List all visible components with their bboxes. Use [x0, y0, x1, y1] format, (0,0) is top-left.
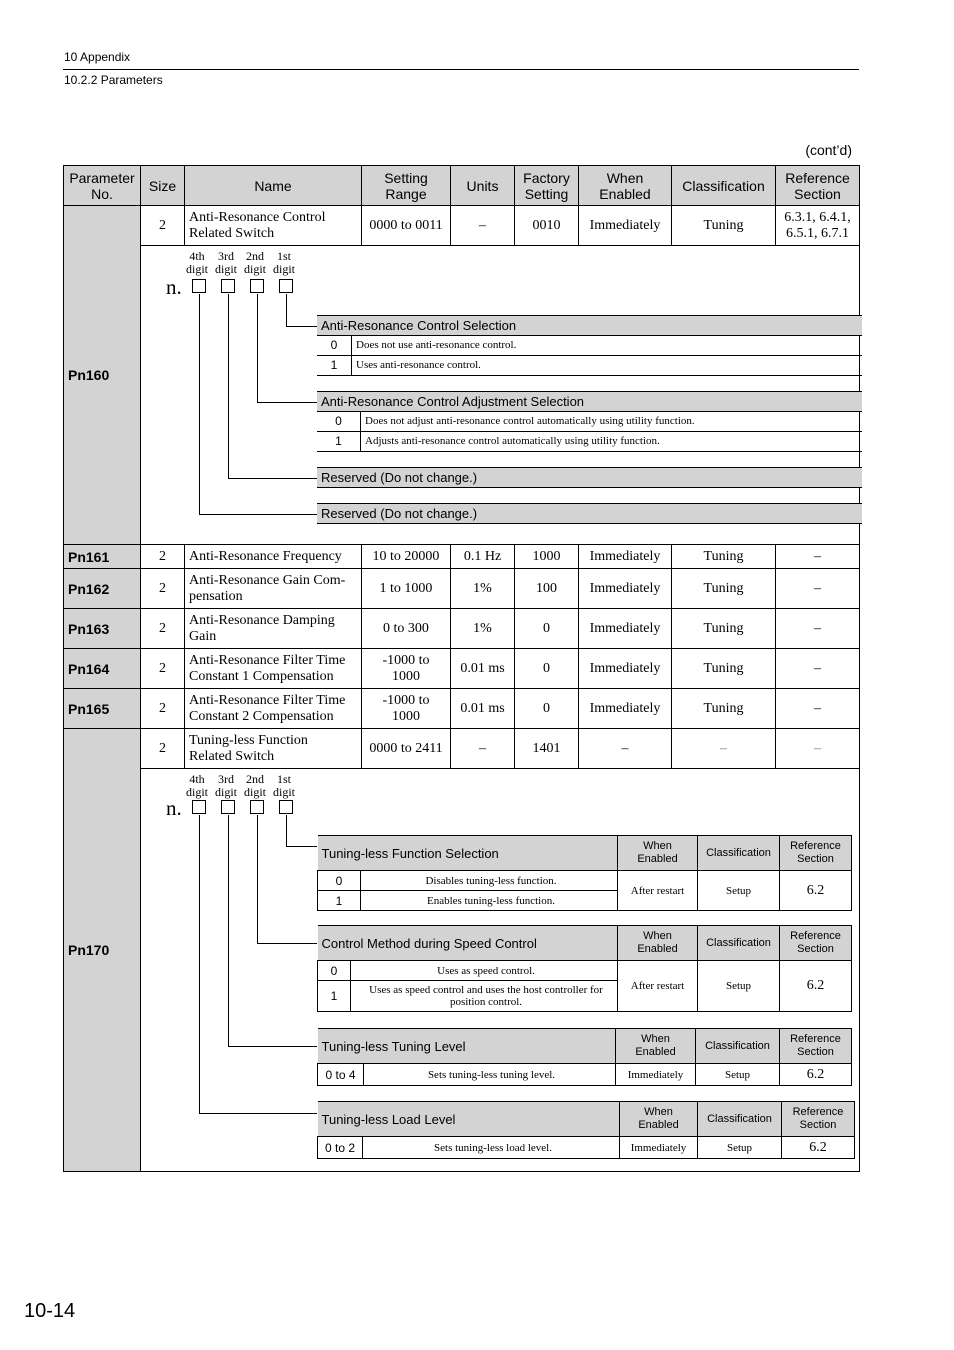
col-when-enabled: When Enabled	[579, 166, 672, 206]
option-row: 0 Disables tuning-less function. After restart Setup 6.2	[318, 871, 852, 891]
group-when: Immediately	[620, 1137, 698, 1159]
param-classification: Tuning	[672, 649, 776, 689]
digit-box-4th	[192, 279, 206, 293]
digit-box-1st	[279, 800, 293, 814]
param-name: Anti-Resonance Control Related Switch	[185, 206, 362, 246]
group-title: Tuning-less Tuning Level	[318, 1029, 616, 1064]
digit-box-2nd	[250, 800, 264, 814]
param-factory: 0	[515, 649, 579, 689]
param-range: -1000 to 1000	[362, 649, 451, 689]
table-row	[64, 545, 860, 569]
param-classification: –	[672, 729, 776, 769]
col-reference-section: Reference Section	[776, 166, 860, 206]
group-class: Setup	[698, 961, 780, 1012]
param-size: 2	[141, 729, 185, 769]
param-units: 1%	[451, 569, 515, 609]
param-when-enabled: Immediately	[579, 206, 672, 246]
sub-header-when: When Enabled	[616, 1029, 696, 1064]
param-when-enabled: Immediately	[579, 569, 672, 609]
param-when-enabled: –	[579, 729, 672, 769]
col-factory-setting: Factory Setting	[515, 166, 579, 206]
option-row: 0 to 2 Sets tuning-less load level. Immediately Setup 6.2	[318, 1137, 855, 1159]
digit-label-4th: 4th digit	[185, 772, 208, 799]
continued-label: (cont’d)	[805, 142, 852, 158]
option-row: 1 Adjusts anti-resonance control automatically using utility function.	[317, 432, 862, 452]
param-classification: Tuning	[672, 689, 776, 729]
param-reference: 6.3.1, 6.4.1, 6.5.1, 6.7.1	[776, 206, 860, 246]
param-units: 0.01 ms	[451, 689, 515, 729]
param-number: Pn160	[64, 206, 141, 545]
param-number: Pn162	[64, 569, 141, 609]
param-number: Pn163	[64, 609, 141, 649]
digit-label-1st: 1st digit	[272, 772, 295, 799]
param-range: -1000 to 1000	[362, 689, 451, 729]
param-factory: 0	[515, 609, 579, 649]
pn160-detail-row	[64, 246, 860, 545]
param-reference: –	[776, 729, 860, 769]
header-chapter: 10 Appendix	[64, 50, 131, 64]
param-name: Anti-Resonance Damping Gain	[185, 609, 362, 649]
param-range: 1 to 1000	[362, 569, 451, 609]
group-title: Reserved (Do not change.)	[317, 503, 862, 524]
group-title: Control Method during Speed Control	[318, 926, 618, 961]
group-when: After restart	[618, 961, 698, 1012]
n-prefix: n.	[166, 796, 182, 820]
sub-header-ref: Reference Section	[780, 836, 852, 871]
param-classification: Tuning	[672, 609, 776, 649]
sub-header-ref: Reference Section	[780, 926, 852, 961]
table-row	[64, 689, 860, 729]
header-section: 10.2.2 Parameters	[64, 73, 163, 87]
digit-box-3rd	[221, 800, 235, 814]
digit-box-1st	[279, 279, 293, 293]
param-reference: –	[776, 545, 860, 569]
param-factory: 0	[515, 689, 579, 729]
group-class: Setup	[698, 871, 780, 911]
col-name: Name	[185, 166, 362, 206]
group-title: Tuning-less Function Selection	[318, 836, 618, 871]
param-size: 2	[141, 545, 185, 569]
group-class: Setup	[696, 1064, 780, 1086]
param-reference: –	[776, 569, 860, 609]
digit-box-4th	[192, 800, 206, 814]
group-title: Anti-Resonance Control Adjustment Selection	[317, 391, 862, 412]
group-ref: 6.2	[780, 961, 852, 1012]
group-ref: 6.2	[782, 1137, 855, 1159]
param-units: –	[451, 729, 515, 769]
digit-box-2nd	[250, 279, 264, 293]
sub-header-when: When Enabled	[618, 836, 698, 871]
group-when: After restart	[618, 871, 698, 911]
param-reference: –	[776, 689, 860, 729]
col-param-no: Parameter No.	[64, 166, 141, 206]
param-name: Anti-Resonance Frequency	[185, 545, 362, 569]
digit-label-3rd: 3rd digit	[214, 249, 237, 276]
group-ref: 6.2	[780, 871, 852, 911]
setting-group	[317, 835, 852, 911]
param-when-enabled: Immediately	[579, 545, 672, 569]
param-range: 0 to 300	[362, 609, 451, 649]
option-row: 0 Does not adjust anti-resonance control automatically using utility function.	[317, 412, 862, 432]
setting-group	[317, 1101, 855, 1159]
param-factory: 1000	[515, 545, 579, 569]
param-range: 0000 to 0011	[362, 206, 451, 246]
param-when-enabled: Immediately	[579, 649, 672, 689]
group-title: Reserved (Do not change.)	[317, 467, 862, 488]
digit-label-3rd: 3rd digit	[214, 772, 237, 799]
param-classification: Tuning	[672, 206, 776, 246]
param-units: 1%	[451, 609, 515, 649]
option-row: 0 Uses as speed control. After restart Setup 6.2	[318, 961, 852, 981]
pn170-digit-diagram	[141, 769, 860, 1172]
param-reference: –	[776, 649, 860, 689]
group-ref: 6.2	[780, 1064, 852, 1086]
group-class: Setup	[698, 1137, 782, 1159]
param-name: Tuning-less Function Related Switch	[185, 729, 362, 769]
option-row: 0 Does not use anti-resonance control.	[317, 336, 862, 356]
col-setting-range: Setting Range	[362, 166, 451, 206]
param-size: 2	[141, 689, 185, 729]
option-row: 0 to 4 Sets tuning-less tuning level. Immediately Setup 6.2	[318, 1064, 852, 1086]
header-rule	[63, 69, 859, 70]
pn170-detail-row	[64, 769, 860, 1172]
option-row: 1 Uses anti-resonance control.	[317, 356, 862, 376]
sub-header-when: When Enabled	[620, 1102, 698, 1137]
pn160-digit-diagram	[141, 246, 860, 545]
param-units: 0.01 ms	[451, 649, 515, 689]
parameters-table	[63, 165, 860, 1172]
table-row	[64, 206, 860, 246]
sub-header-when: When Enabled	[618, 926, 698, 961]
sub-header-ref: Reference Section	[780, 1029, 852, 1064]
col-units: Units	[451, 166, 515, 206]
param-number: Pn170	[64, 729, 141, 1172]
n-prefix: n.	[166, 275, 182, 299]
sub-header-class: Classification	[698, 836, 780, 871]
col-size: Size	[141, 166, 185, 206]
sub-header-class: Classification	[696, 1029, 780, 1064]
option-row: 1 Enables tuning-less function.	[318, 891, 852, 911]
param-size: 2	[141, 569, 185, 609]
param-size: 2	[141, 609, 185, 649]
table-row	[64, 729, 860, 769]
group-title: Anti-Resonance Control Selection	[317, 315, 862, 336]
option-row: 1 Uses as speed control and uses the host controller for position control.	[318, 981, 852, 1012]
param-classification: Tuning	[672, 545, 776, 569]
digit-box-3rd	[221, 279, 235, 293]
digit-label-4th: 4th digit	[185, 249, 208, 276]
table-row	[64, 609, 860, 649]
param-factory: 100	[515, 569, 579, 609]
param-range: 0000 to 2411	[362, 729, 451, 769]
param-units: –	[451, 206, 515, 246]
param-size: 2	[141, 206, 185, 246]
page-number: 10-14	[24, 1300, 76, 1322]
sub-header-ref: Reference Section	[782, 1102, 855, 1137]
digit-label-1st: 1st digit	[272, 249, 295, 276]
param-name: Anti-Resonance Filter Time Constant 2 Compensation	[185, 689, 362, 729]
table-header-row	[64, 166, 860, 206]
param-units: 0.1 Hz	[451, 545, 515, 569]
col-classification: Classification	[672, 166, 776, 206]
param-range: 10 to 20000	[362, 545, 451, 569]
setting-group	[317, 925, 852, 1012]
sub-header-class: Classification	[698, 1102, 782, 1137]
param-size: 2	[141, 649, 185, 689]
table-row	[64, 569, 860, 609]
param-factory: 1401	[515, 729, 579, 769]
param-name: Anti-Resonance Gain Com- pensation	[185, 569, 362, 609]
param-name: Anti-Resonance Filter Time Constant 1 Compensation	[185, 649, 362, 689]
param-when-enabled: Immediately	[579, 689, 672, 729]
param-classification: Tuning	[672, 569, 776, 609]
param-number: Pn164	[64, 649, 141, 689]
param-reference: –	[776, 609, 860, 649]
group-when: Immediately	[616, 1064, 696, 1086]
table-row	[64, 649, 860, 689]
group-title: Tuning-less Load Level	[318, 1102, 620, 1137]
param-number: Pn165	[64, 689, 141, 729]
param-when-enabled: Immediately	[579, 609, 672, 649]
sub-header-class: Classification	[698, 926, 780, 961]
setting-group	[317, 1028, 852, 1086]
param-factory: 0010	[515, 206, 579, 246]
digit-label-2nd: 2nd digit	[243, 772, 266, 799]
param-number: Pn161	[64, 545, 141, 569]
digit-label-2nd: 2nd digit	[243, 249, 266, 276]
